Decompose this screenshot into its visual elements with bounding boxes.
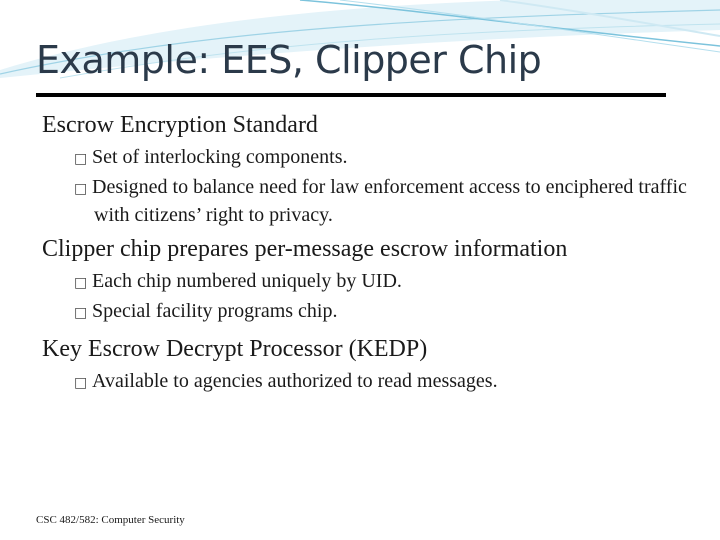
bullet-list	[42, 144, 712, 228]
bullet-item	[42, 368, 712, 396]
section-kedp	[42, 334, 712, 396]
section-clipper-chip	[42, 234, 712, 326]
slide-body	[42, 110, 712, 398]
bullet-text: Available to agencies authorized to read messages.	[92, 370, 498, 392]
bullet-item	[42, 174, 712, 228]
bullet-item	[42, 144, 712, 172]
bullet-list	[42, 268, 712, 326]
bullet-text: Each chip numbered uniquely by UID.	[92, 270, 402, 292]
slide-footer: CSC 482/582: Computer Security	[36, 514, 185, 526]
section-escrow-encryption-standard	[42, 110, 712, 228]
title-underline	[36, 93, 666, 97]
bullet-square-icon: □	[74, 275, 88, 291]
bullet-text: Set of interlocking components.	[92, 146, 348, 168]
bullet-square-icon: □	[74, 181, 88, 197]
bullet-square-icon: □	[74, 375, 88, 391]
bullet-square-icon: □	[74, 151, 88, 167]
bullet-square-icon: □	[74, 305, 88, 321]
bullet-list	[42, 368, 712, 396]
bullet-item	[42, 268, 712, 296]
bullet-item	[42, 298, 712, 326]
bullet-text: Designed to balance need for law enforcement access to enciphered traffic with citizens’ right to privacy.	[92, 176, 687, 226]
section-heading: Key Escrow Decrypt Processor (KEDP)	[42, 336, 428, 362]
bullet-text: Special facility programs chip.	[92, 300, 338, 322]
section-heading: Escrow Encryption Standard	[42, 112, 318, 138]
section-heading: Clipper chip prepares per-message escrow information	[42, 236, 568, 262]
slide-title: Example: EES, Clipper Chip	[36, 38, 542, 82]
